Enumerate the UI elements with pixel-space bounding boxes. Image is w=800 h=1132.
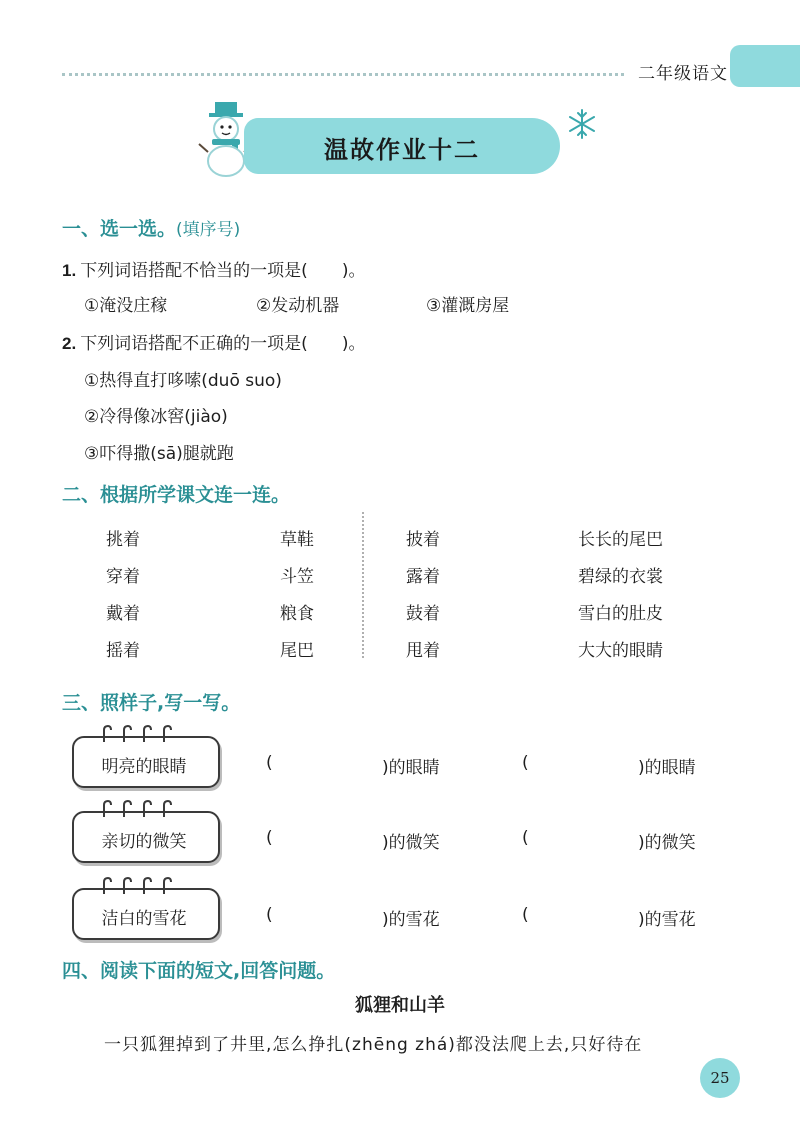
example-phrase: 明亮的眼睛 — [101, 757, 187, 777]
match-left-noun: 斗笠 — [280, 567, 314, 587]
question-2-option-2: ②冷得像冰窖(jiào) — [84, 407, 228, 427]
section-3-heading: 三、照样子,写一写。 — [62, 692, 241, 714]
question-1-option-1: ①淹没庄稼 — [84, 296, 168, 316]
example-card — [72, 736, 220, 788]
match-right-verb: 露着 — [406, 567, 440, 587]
header-subject: 二年级语文 — [638, 64, 728, 84]
match-left-verb: 摇着 — [106, 641, 140, 661]
example-phrase: 洁白的雪花 — [101, 909, 187, 929]
header-dotted-rule — [62, 73, 624, 76]
example-card — [72, 888, 220, 940]
match-left-noun: 粮食 — [280, 604, 314, 624]
match-right-noun: 长长的尾巴 — [578, 530, 663, 550]
match-right-noun: 大大的眼睛 — [578, 641, 663, 661]
blank-suffix: )的雪花 — [382, 910, 440, 930]
match-left-verb: 戴着 — [106, 604, 140, 624]
blank-open-paren: ( — [266, 828, 273, 848]
blank-open-paren: ( — [522, 828, 529, 848]
page-number: 25 — [700, 1058, 740, 1098]
section-1-heading — [62, 214, 240, 241]
blank-suffix: )的雪花 — [638, 910, 696, 930]
page-title: 温故作业十二 — [324, 136, 480, 164]
blank-suffix: )的微笑 — [638, 833, 696, 853]
question-2-number: 2. — [62, 334, 77, 353]
notebook-rings-icon — [96, 724, 176, 744]
blank-open-paren: ( — [266, 753, 273, 773]
question-2-option-1: ①热得直打哆嗦(duō suo) — [84, 371, 282, 391]
example-card — [72, 811, 220, 863]
section-4-heading: 四、阅读下面的短文,回答问题。 — [62, 960, 336, 982]
question-1-number: 1. — [62, 261, 77, 280]
story-title: 狐狸和山羊 — [355, 995, 445, 1016]
match-left-verb: 挑着 — [106, 530, 140, 550]
notebook-rings-icon — [96, 799, 176, 819]
match-right-noun: 雪白的肚皮 — [578, 604, 663, 624]
header-subject-tab — [628, 45, 800, 87]
section-2-heading: 二、根据所学课文连一连。 — [62, 484, 291, 506]
blank-suffix: )的微笑 — [382, 833, 440, 853]
section-1-title: 一、选一选。 — [62, 218, 177, 240]
question-1-option-2: ②发动机器 — [256, 296, 340, 316]
question-1-text: 下列词语搭配不恰当的一项是( )。 — [80, 261, 366, 281]
question-2 — [62, 329, 365, 354]
blank-open-paren: ( — [522, 753, 529, 773]
question-2-text: 下列词语搭配不正确的一项是( )。 — [80, 334, 366, 354]
blank-suffix: )的眼睛 — [638, 758, 696, 778]
match-right-verb: 披着 — [406, 530, 440, 550]
question-2-option-3: ③吓得撒(sā)腿就跑 — [84, 444, 234, 464]
match-column-divider — [362, 512, 364, 658]
match-left-noun: 尾巴 — [280, 641, 314, 661]
match-right-verb: 甩着 — [406, 641, 440, 661]
example-phrase: 亲切的微笑 — [101, 832, 187, 852]
match-left-verb: 穿着 — [106, 567, 140, 587]
blank-open-paren: ( — [522, 905, 529, 925]
match-left-noun: 草鞋 — [280, 530, 314, 550]
snowflake-icon — [566, 108, 598, 140]
question-1-option-3: ③灌溉房屋 — [426, 296, 510, 316]
notebook-rings-icon — [96, 876, 176, 896]
title-banner — [244, 118, 560, 174]
blank-suffix: )的眼睛 — [382, 758, 440, 778]
match-right-noun: 碧绿的衣裳 — [578, 567, 663, 587]
story-paragraph-line: 一只狐狸掉到了井里,怎么挣扎(zhēng zhá)都没法爬上去,只好待在 — [104, 1035, 643, 1055]
question-1 — [62, 256, 365, 281]
section-1-note: (填序号) — [176, 220, 241, 240]
blank-open-paren: ( — [266, 905, 273, 925]
header-tab-background — [730, 45, 800, 87]
match-right-verb: 鼓着 — [406, 604, 440, 624]
